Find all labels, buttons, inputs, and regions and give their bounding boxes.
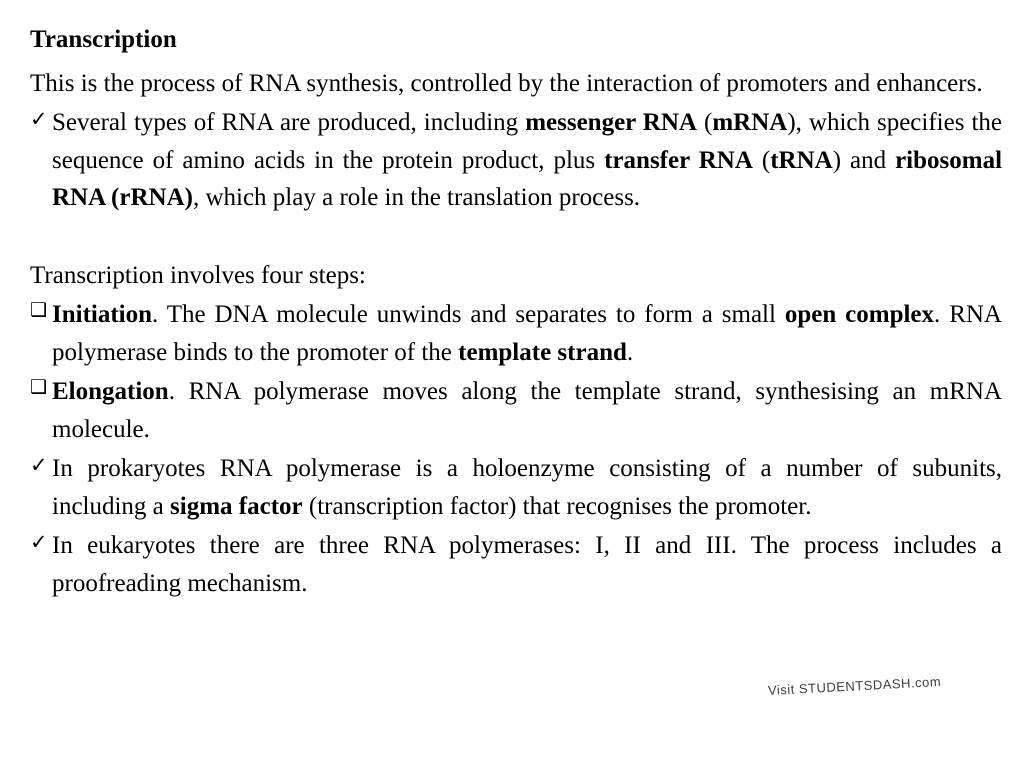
page-title: Transcription [30, 26, 177, 53]
spacer [30, 219, 1002, 257]
check-icon: ✓ [30, 107, 48, 132]
list-item-text: In prokaryotes RNA polymerase is a holoenzyme consisting of a number of subunits, including a sigma factor (transcription factor) that recognises the promoter. [52, 455, 1002, 520]
list-item-text: Initiation. The DNA molecule unwinds and separates to form a small open complex. RNA polymerase binds to the promoter of the template strand. [52, 301, 1002, 366]
watermark-text: Visit STUDENTSDASH.com [767, 673, 942, 698]
list-item-text: Several types of RNA are produced, including messenger RNA (mRNA), which specifies the sequence of amino acids in the protein product, plus transfer RNA (tRNA) and ribosomal RNA (rRNA), which play a role in the translation process. [52, 109, 1003, 212]
list-item [30, 450, 1002, 525]
checkbox-icon: ❑ [30, 299, 48, 322]
list-item [30, 296, 1002, 371]
list-item [30, 104, 1002, 217]
list-item [30, 527, 1002, 602]
check-icon: ✓ [30, 530, 48, 555]
check-icon: ✓ [30, 453, 48, 478]
list-item-text: In eukaryotes there are three RNA polymerases: I, II and III. The process includes a proofreading mechanism. [52, 532, 1002, 597]
list-item-text: Elongation. RNA polymerase moves along the template strand, synthesising an mRNA molecule. [52, 378, 1002, 443]
checkbox-icon: ❑ [30, 376, 48, 399]
intro-paragraph: This is the process of RNA synthesis, controlled by the interaction of promoters and enhancers. [30, 69, 983, 97]
lead-in-text: Transcription involves four steps: [30, 261, 366, 289]
list-item [30, 373, 1002, 448]
